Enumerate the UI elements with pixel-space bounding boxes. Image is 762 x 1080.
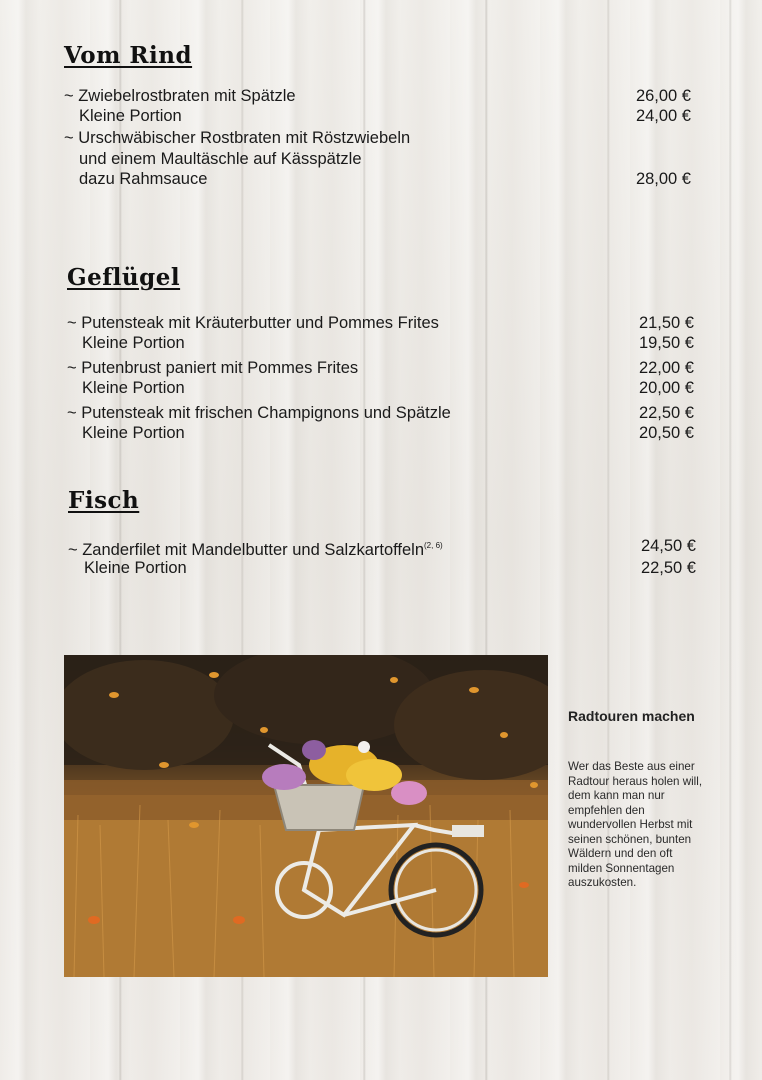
menu-item-name: ~ Putensteak mit frischen Champignons und Spätzle <box>67 404 451 422</box>
menu-item-name-text: ~ Zanderfilet mit Mandelbutter und Salzkartoffeln <box>68 541 425 559</box>
section-title-rind: Vom Rind <box>64 42 193 69</box>
photo-illustration <box>64 655 548 977</box>
menu-item-name: Kleine Portion <box>79 107 182 125</box>
menu-item-price: 28,00 € <box>635 170 691 188</box>
basket <box>274 785 364 830</box>
menu-item-name: dazu Rahmsauce <box>79 170 208 188</box>
menu-item-price: 24,00 € <box>635 107 691 125</box>
section-title-gefluegel: Geflügel <box>67 264 181 291</box>
menu-item-name: Kleine Portion <box>84 559 187 577</box>
menu-item-price: 22,00 € <box>638 359 694 377</box>
menu-item-price: 22,50 € <box>638 404 694 422</box>
menu-item-price: 24,50 € <box>640 537 696 555</box>
menu-item-name: Kleine Portion <box>82 379 185 397</box>
bicycle-seat <box>452 825 484 837</box>
menu-item-name: ~ Putenbrust paniert mit Pommes Frites <box>67 359 359 377</box>
sidebar-title: Radtouren machen <box>568 708 695 724</box>
menu-item-name: und einem Maultäschle auf Kässpätzle <box>79 150 362 168</box>
menu-item-name: ~ Zwiebelrostbraten mit Spätzle <box>64 87 296 105</box>
autumn-bicycle-photo <box>64 655 548 977</box>
section-title-fisch: Fisch <box>68 487 140 514</box>
menu-item-price: 20,00 € <box>638 379 694 397</box>
menu-item-name: Kleine Portion <box>82 334 185 352</box>
menu-item-name: ~ Putensteak mit Kräuterbutter und Pommes Frites <box>67 314 439 332</box>
menu-item-name: Kleine Portion <box>82 424 185 442</box>
allergen-note: (2, 6) <box>424 541 443 550</box>
sidebar-text: Wer das Beste aus einer Radtour heraus holen will, dem kann man nur empfehlen den wundervollen Herbst mit seinen schönen, bunten Wäldern und den oft milden Sonnentagen auszukosten. <box>568 760 703 889</box>
menu-item-price: 26,00 € <box>635 87 691 105</box>
menu-item-name: ~ Urschwäbischer Rostbraten mit Röstzwiebeln <box>64 129 411 147</box>
menu-item-price: 19,50 € <box>638 334 694 352</box>
menu-item-price: 22,50 € <box>640 559 696 577</box>
menu-item-price: 21,50 € <box>638 314 694 332</box>
menu-item-name <box>68 536 443 560</box>
menu-item-price: 20,50 € <box>638 424 694 442</box>
